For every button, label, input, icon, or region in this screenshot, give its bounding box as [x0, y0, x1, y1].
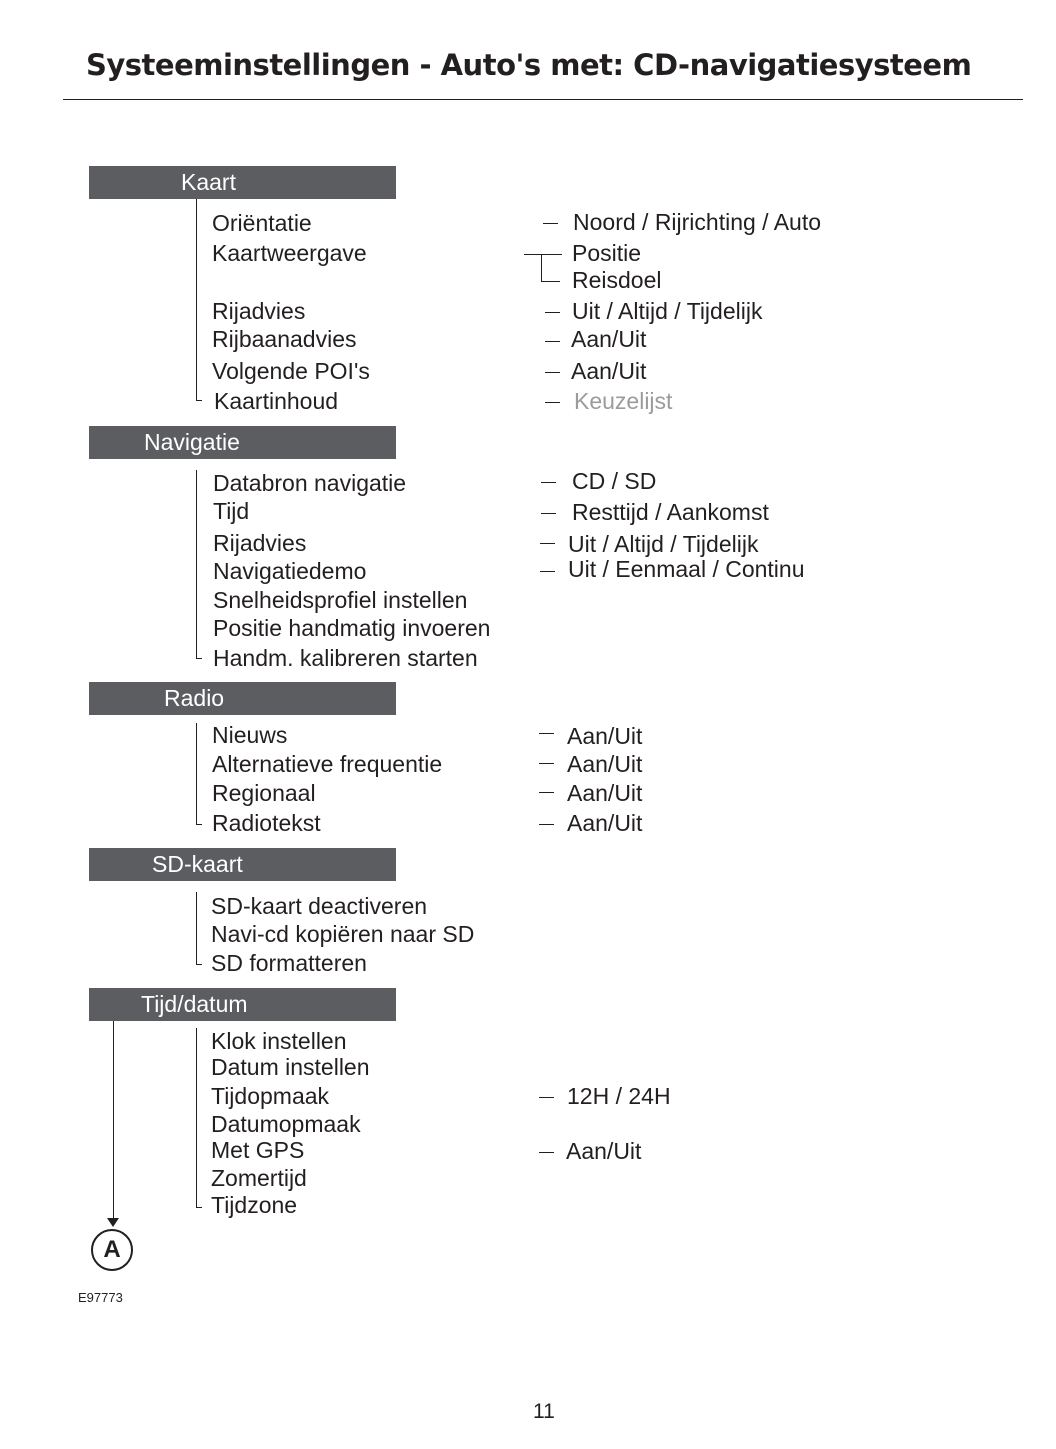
menu-item-sd-formatteren: SD formatteren: [211, 950, 367, 976]
menu-item-met-gps: Met GPS: [211, 1137, 305, 1163]
value-rijadvies: Uit / Altijd / Tijdelijk: [572, 298, 763, 324]
section-header-sd-kaart: SD-kaart: [89, 848, 396, 881]
figure-code: E97773: [78, 1290, 123, 1305]
page-number: 11: [533, 1400, 555, 1423]
tree-line-tijd-datum: [196, 1028, 197, 1207]
menu-item-rijadvies-nav: Rijadvies: [213, 530, 307, 556]
value-tijdopmaak: 12H / 24H: [567, 1083, 671, 1109]
menu-item-kaartweergave: Kaartweergave: [212, 240, 367, 266]
menu-item-zomertijd: Zomertijd: [211, 1165, 307, 1191]
value-kaartinhoud: Keuzelijst: [574, 388, 673, 414]
tree-line-kaart: [196, 199, 197, 400]
connector-a-icon: A: [91, 1229, 133, 1271]
value-rijbaanadvies: Aan/Uit: [571, 326, 647, 352]
menu-item-nieuws: Nieuws: [212, 722, 288, 748]
value-databron: CD / SD: [572, 468, 657, 494]
menu-item-positie-handmatig: Positie handmatig invoeren: [213, 615, 491, 641]
menu-item-tijdopmaak: Tijdopmaak: [211, 1083, 330, 1109]
value-nieuws: Aan/Uit: [567, 723, 643, 749]
value-tijd: Resttijd / Aankomst: [572, 499, 769, 525]
menu-item-sd-deactiveren: SD-kaart deactiveren: [211, 893, 428, 919]
menu-item-orientatie: Oriëntatie: [212, 210, 312, 236]
menu-item-handm-kalibreren: Handm. kalibreren starten: [213, 645, 478, 671]
menu-item-kaartinhoud: Kaartinhoud: [214, 388, 339, 414]
section-header-tijd-datum: Tijd/datum: [89, 988, 396, 1021]
tree-line-navigatie: [196, 470, 197, 658]
menu-item-radiotekst: Radiotekst: [212, 810, 321, 836]
menu-item-regionaal: Regionaal: [212, 780, 316, 806]
menu-item-navi-cd-kopieren: Navi-cd kopiëren naar SD: [211, 921, 475, 947]
value-reisdoel: Reisdoel: [572, 267, 662, 293]
section-header-radio: Radio: [89, 682, 396, 715]
arrow-down-icon: [107, 1218, 119, 1227]
page-title: Systeeminstellingen - Auto's met: CD-navigatiesysteem: [86, 48, 972, 82]
continuation-line: [113, 1021, 114, 1219]
section-header-kaart: Kaart: [89, 166, 396, 199]
menu-item-snelheidsprofiel: Snelheidsprofiel instellen: [213, 587, 468, 613]
menu-item-rijadvies: Rijadvies: [212, 298, 306, 324]
menu-item-tijdzone: Tijdzone: [211, 1192, 298, 1218]
menu-item-navigatiedemo: Navigatiedemo: [213, 558, 367, 584]
value-navigatiedemo: Uit / Eenmaal / Continu: [568, 556, 805, 582]
value-met-gps: Aan/Uit: [566, 1138, 642, 1164]
title-divider: [63, 99, 1023, 100]
value-radiotekst: Aan/Uit: [567, 810, 643, 836]
menu-item-rijbaanadvies: Rijbaanadvies: [212, 326, 357, 352]
value-orientatie: Noord / Rijrichting / Auto: [573, 209, 822, 235]
value-regionaal: Aan/Uit: [567, 780, 643, 806]
menu-item-databron-navigatie: Databron navigatie: [213, 470, 407, 496]
menu-item-tijd: Tijd: [213, 498, 250, 524]
value-positie: Positie: [572, 240, 642, 266]
tree-line-radio: [196, 723, 197, 824]
menu-item-volgende-pois: Volgende POI's: [212, 358, 370, 384]
menu-item-alternatieve-frequentie: Alternatieve frequentie: [212, 751, 443, 777]
menu-item-klok-instellen: Klok instellen: [211, 1028, 347, 1054]
menu-item-datumopmaak: Datumopmaak: [211, 1111, 361, 1137]
section-header-navigatie: Navigatie: [89, 426, 396, 459]
value-volgende-pois: Aan/Uit: [571, 358, 647, 384]
value-rijadvies-nav: Uit / Altijd / Tijdelijk: [568, 531, 759, 557]
menu-item-datum-instellen: Datum instellen: [211, 1054, 370, 1080]
value-alternatieve-frequentie: Aan/Uit: [567, 751, 643, 777]
tree-line-sd-kaart: [196, 892, 197, 964]
